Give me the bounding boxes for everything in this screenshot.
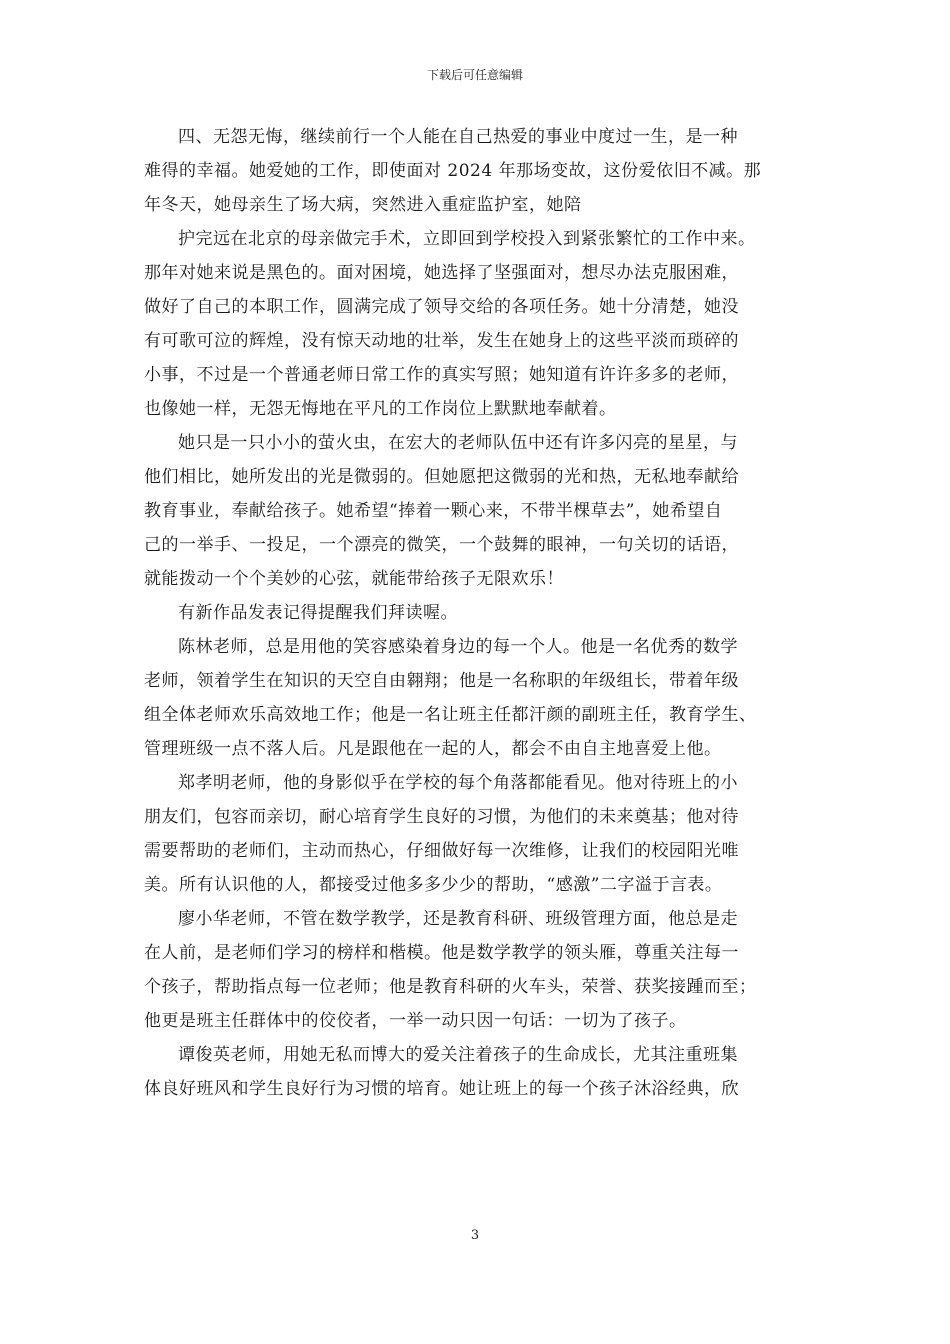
text-line: 需要帮助的老师们，主动而热心，仔细做好每一次维修，让我们的校园阳光唯: [144, 841, 739, 861]
paragraph-start-line: 她只是一只小小的萤火虫，在宏大的老师队伍中还有许多闪亮的星星，与: [178, 433, 738, 453]
text-line: 小事，不过是一个普通老师日常工作的真实写照；她知道有许许多多的老师，: [144, 365, 739, 385]
text-line: 难得的幸福。她爱她的工作，即使面对 2024 年那场变故，这份爱依旧不减。那: [144, 161, 762, 181]
text-line: 那年对她来说是黑色的。面对困境，她选择了坚强面对，想尽办法克服困难，: [144, 263, 739, 283]
text-line: 组全体老师欢乐高效地工作；他是一名让班主任都汗颜的副班主任，教育学生、: [144, 705, 757, 725]
paragraph-start-line: 陈林老师，总是用他的笑容感染着身边的每一个人。他是一名优秀的数学: [178, 637, 738, 657]
text-line: 他们相比，她所发出的光是微弱的。但她愿把这微弱的光和热，无私地奉献给: [144, 467, 739, 487]
page-header: 下载后可任意编辑: [426, 68, 523, 82]
text-line: 他更是班主任群体中的佼佼者，一举一动只因一句话：一切为了孩子。: [144, 1011, 687, 1031]
text-line: 有可歌可泣的辉煌，没有惊天动地的壮举，发生在她身上的这些平淡而琐碎的: [144, 331, 739, 351]
text-line: 做好了自己的本职工作，圆满完成了领导交给的各项任务。她十分清楚，她没: [144, 297, 739, 317]
paragraph-start-line: 四、无怨无悔，继续前行一个人能在自己热爱的事业中度过一生，是一种: [178, 127, 738, 147]
page-number: 3: [470, 1228, 480, 1243]
text-line: 己的一举手、一投足，一个漂亮的微笑，一个鼓舞的眼神，一句关切的话语，: [144, 535, 739, 555]
paragraph-start-line: 护完远在北京的母亲做完手术，立即回到学校投入到紧张繁忙的工作中来。: [178, 229, 756, 249]
text-line: 个孩子，帮助指点每一位老师；他是教育科研的火车头，荣誉、获奖接踵而至；: [144, 977, 757, 997]
paragraph-start-line: 郑孝明老师，他的身影似乎在学校的每个角落都能看见。他对待班上的小: [178, 773, 738, 793]
text-line: 在人前，是老师们学习的榜样和楷模。他是数学教学的领头雁，尊重关注每一: [144, 943, 739, 963]
text-line: 教育事业，奉献给孩子。她希望“捧着一颗心来，不带半棵草去”，她希望自: [144, 501, 723, 521]
document-body: [144, 120, 826, 1106]
text-line: 管理班级一点不落人后。凡是跟他在一起的人，都会不由自主地喜爱上他。: [144, 739, 722, 759]
text-line: 朋友们，包容而亲切，耐心培育学生良好的习惯，为他们的未来奠基；他对待: [144, 807, 739, 827]
paragraph-start-line: 廖小华老师，不管在数学教学，还是教育科研、班级管理方面，他总是走: [178, 909, 738, 929]
paragraph-start-line: 谭俊英老师，用她无私而博大的爱关注着孩子的生命成长，尤其注重班集: [178, 1045, 738, 1065]
text-line: 就能拨动一个个美妙的心弦，就能带给孩子无限欢乐！: [144, 569, 564, 589]
paragraph-start-line: 有新作品发表记得提醒我们拜读喔。: [178, 603, 458, 623]
text-line: 也像她一样，无怨无悔地在平凡的工作岗位上默默地奉献着。: [144, 399, 617, 419]
text-line: 年冬天，她母亲生了场大病，突然进入重症监护室，她陪: [144, 195, 582, 215]
text-line: 老师，领着学生在知识的天空自由翱翔；他是一名称职的年级组长，带着年级: [144, 671, 739, 691]
text-line: 体良好班风和学生良好行为习惯的培育。她让班上的每一个孩子沐浴经典，欣: [144, 1079, 739, 1099]
text-line: 美。所有认识他的人，都接受过他多多少少的帮助，“感激”二字溢于言表。: [144, 875, 723, 895]
